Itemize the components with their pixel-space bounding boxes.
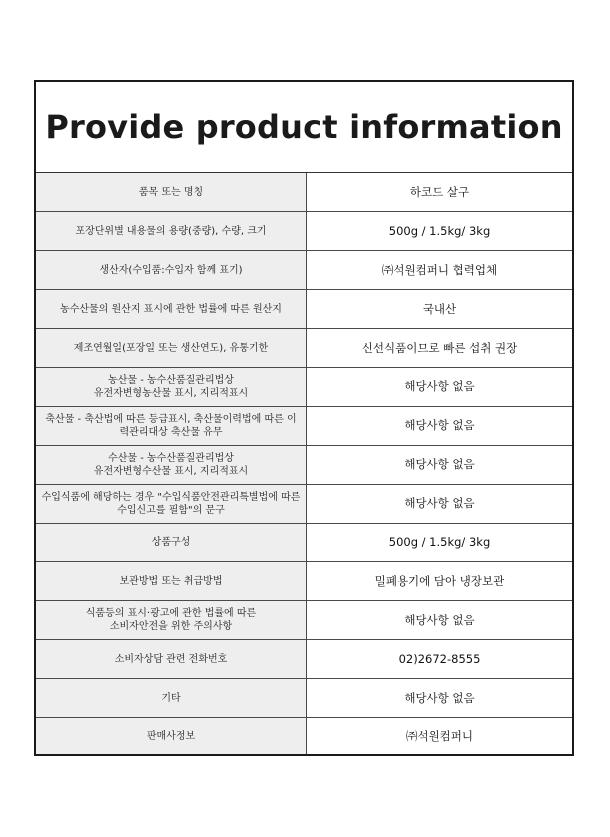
table-row	[36, 445, 572, 484]
table-row	[36, 523, 572, 562]
row-value: 해당사항 없음	[307, 601, 573, 640]
row-value: 신선식품이므로 빠른 섭취 권장	[307, 329, 573, 368]
row-label: 소비자상담 관련 전화번호	[36, 640, 307, 679]
table-row	[36, 562, 572, 601]
row-value: 500g / 1.5kg/ 3kg	[307, 212, 573, 251]
row-label: 축산물 - 축산법에 따른 등급표시, 축산물이력법에 따른 이 력관리대상 축산물 유무	[36, 406, 307, 445]
row-label: 농산물 - 농수산품질관리법상 유전자변형농산물 표시, 지리적표시	[36, 367, 307, 406]
product-info-rows	[36, 173, 572, 754]
row-value: 02)2672-8555	[307, 640, 573, 679]
product-info-sheet	[34, 80, 574, 756]
table-row	[36, 717, 572, 754]
row-value: 500g / 1.5kg/ 3kg	[307, 523, 573, 562]
row-value: 해당사항 없음	[307, 679, 573, 718]
row-label: 상품구성	[36, 523, 307, 562]
row-label: 포장단위별 내용물의 용량(중량), 수량, 크기	[36, 212, 307, 251]
table-row	[36, 173, 572, 212]
row-label: 농수산물의 원산지 표시에 관한 법률에 따른 원산지	[36, 290, 307, 329]
row-label: 제조연월일(포장일 또는 생산연도), 유통기한	[36, 329, 307, 368]
row-label: 품목 또는 명칭	[36, 173, 307, 212]
table-row	[36, 679, 572, 718]
table-row	[36, 367, 572, 406]
product-info-table	[36, 173, 572, 754]
row-value: 밀폐용기에 담아 냉장보관	[307, 562, 573, 601]
row-value: 해당사항 없음	[307, 406, 573, 445]
table-row	[36, 329, 572, 368]
row-value: 해당사항 없음	[307, 484, 573, 523]
row-value: ㈜석원컴퍼니 협력업체	[307, 251, 573, 290]
row-label: 식품등의 표시·광고에 관한 법률에 따른 소비자안전을 위한 주의사항	[36, 601, 307, 640]
table-row	[36, 484, 572, 523]
row-label: 수산물 - 농수산품질관리법상 유전자변형수산물 표시, 지리적표시	[36, 445, 307, 484]
table-row	[36, 601, 572, 640]
table-row	[36, 640, 572, 679]
row-label: 수입식품에 해당하는 경우 "수입식품안전관리특별법에 따른 수입신고를 필함"의 문구	[36, 484, 307, 523]
table-row	[36, 290, 572, 329]
table-row	[36, 212, 572, 251]
row-value: 하코드 살구	[307, 173, 573, 212]
table-row	[36, 251, 572, 290]
row-value: ㈜석원컴퍼니	[307, 717, 573, 754]
row-value: 해당사항 없음	[307, 445, 573, 484]
row-value: 해당사항 없음	[307, 367, 573, 406]
row-label: 보관방법 또는 취급방법	[36, 562, 307, 601]
row-label: 판매사정보	[36, 717, 307, 754]
page-title: Provide product information	[36, 82, 572, 173]
table-row	[36, 406, 572, 445]
row-value: 국내산	[307, 290, 573, 329]
row-label: 기타	[36, 679, 307, 718]
row-label: 생산자(수입품:수입자 함께 표기)	[36, 251, 307, 290]
